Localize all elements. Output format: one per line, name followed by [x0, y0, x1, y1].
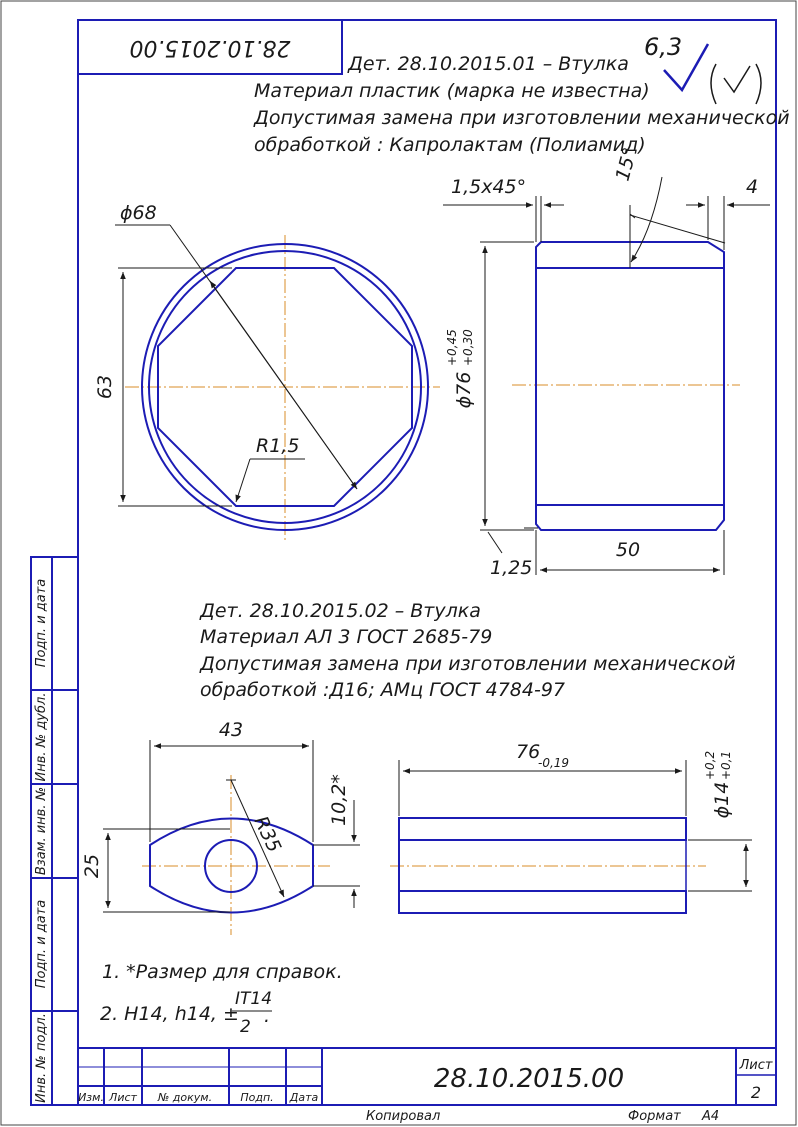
dim-hole-tol-lower: +0,1 [719, 750, 733, 780]
part2-substitute-line2: обработкой :Д16; АМц ГОСТ 4784-97 [200, 679, 566, 701]
footer [366, 1109, 719, 1124]
note-1: 1. *Размер для справок. [102, 961, 343, 983]
footer-format-value: А4 [702, 1109, 720, 1124]
dim-outer-diameter: ϕ68 [120, 202, 157, 224]
note-2-numerator: IT14 [235, 989, 273, 1009]
side-label-2: Инв. № дубл. [34, 692, 49, 782]
side-label-5: Инв. № подл. [34, 1013, 49, 1103]
tb-col-list: Лист [109, 1091, 137, 1104]
title-block [78, 1048, 776, 1105]
note-2-prefix: 2. H14, h14, ± [100, 1003, 239, 1025]
drawing-frame [78, 20, 776, 1105]
side-label-4: Подп. и дата [34, 899, 49, 989]
dim-diameter-main: ϕ76 [453, 371, 475, 409]
dim-length-tol: -0,19 [538, 756, 570, 770]
dim-diameter-tol-upper: +0,45 [445, 329, 459, 366]
dim-length-main: 76 [516, 741, 541, 763]
part1-front-view [94, 202, 440, 540]
part2-section-view [390, 741, 752, 913]
roughness-value: 6,3 [644, 33, 683, 61]
paren-left-icon [711, 64, 716, 104]
part1-wall-bottom [536, 505, 724, 530]
tb-col-podp: Подп. [240, 1091, 274, 1104]
dim-length: 50 [615, 539, 641, 561]
top-stamp-text: 28.10.2015.00 [129, 35, 291, 60]
paren-right-icon [756, 64, 761, 104]
part1-title: Дет. 28.10.2015.01 – Втулка [348, 53, 629, 75]
note-2-denominator: 2 [240, 1017, 251, 1037]
tb-col-doc: № докум. [157, 1091, 213, 1104]
tb-sheet-label: Лист [739, 1058, 773, 1073]
part2-front-view [81, 719, 360, 935]
footer-copied: Копировал [366, 1109, 441, 1124]
dim-hole-main: ϕ14 [711, 781, 733, 819]
part1-substitute-line2: обработкой : Капролактам (Полиамид) [254, 134, 646, 156]
side-label-1: Подп. и дата [34, 578, 49, 668]
notes [100, 961, 343, 1037]
dim-ref: 10,2* [328, 774, 350, 826]
side-stamp [31, 557, 78, 1105]
dim-edge: 1,25 [490, 557, 533, 579]
dim-radius2: R35 [249, 812, 286, 857]
note-2-suffix: . [264, 1005, 271, 1027]
tb-designation: 28.10.2015.00 [433, 1064, 625, 1094]
part1-header [253, 53, 790, 156]
dim-hole-tol-upper: +0,2 [703, 750, 717, 780]
tb-sheet-number: 2 [750, 1083, 762, 1102]
dim-flat: 63 [94, 374, 116, 400]
part2-material: Материал АЛ 3 ГОСТ 2685-79 [200, 626, 493, 648]
part2-title: Дет. 28.10.2015.02 – Втулка [200, 600, 481, 622]
part1-section-view [443, 145, 770, 579]
sheet-edge [1, 1, 796, 1125]
side-label-3: Взам. инв. № [34, 786, 49, 876]
part2-header [199, 600, 736, 701]
dim-chamfer-len: 4 [746, 176, 759, 198]
dim-chamfer: 1,5x45° [451, 176, 527, 198]
dim-diameter-tol-lower: +0,30 [461, 329, 475, 366]
part2-wall-top [399, 818, 686, 840]
part1-substitute-line1: Допустимая замена при изготовлении механической [254, 107, 790, 129]
tb-col-date: Дата [289, 1091, 319, 1104]
tb-col-izm: Изм. [78, 1091, 104, 1104]
part2-wall-bottom [399, 891, 686, 913]
part2-substitute-line1: Допустимая замена при изготовлении механической [200, 653, 736, 675]
roughness-symbol [644, 33, 761, 104]
dim-height: 25 [81, 853, 103, 879]
dim-width: 43 [218, 719, 244, 741]
dim-angle: 15° [611, 145, 642, 184]
dim-radius1: R1,5 [256, 435, 300, 457]
part1-material: Материал пластик (марка не известна) [254, 80, 650, 102]
footer-format-label: Формат [628, 1109, 681, 1124]
top-stamp [78, 20, 342, 74]
roughness-check-small-icon [724, 66, 750, 92]
